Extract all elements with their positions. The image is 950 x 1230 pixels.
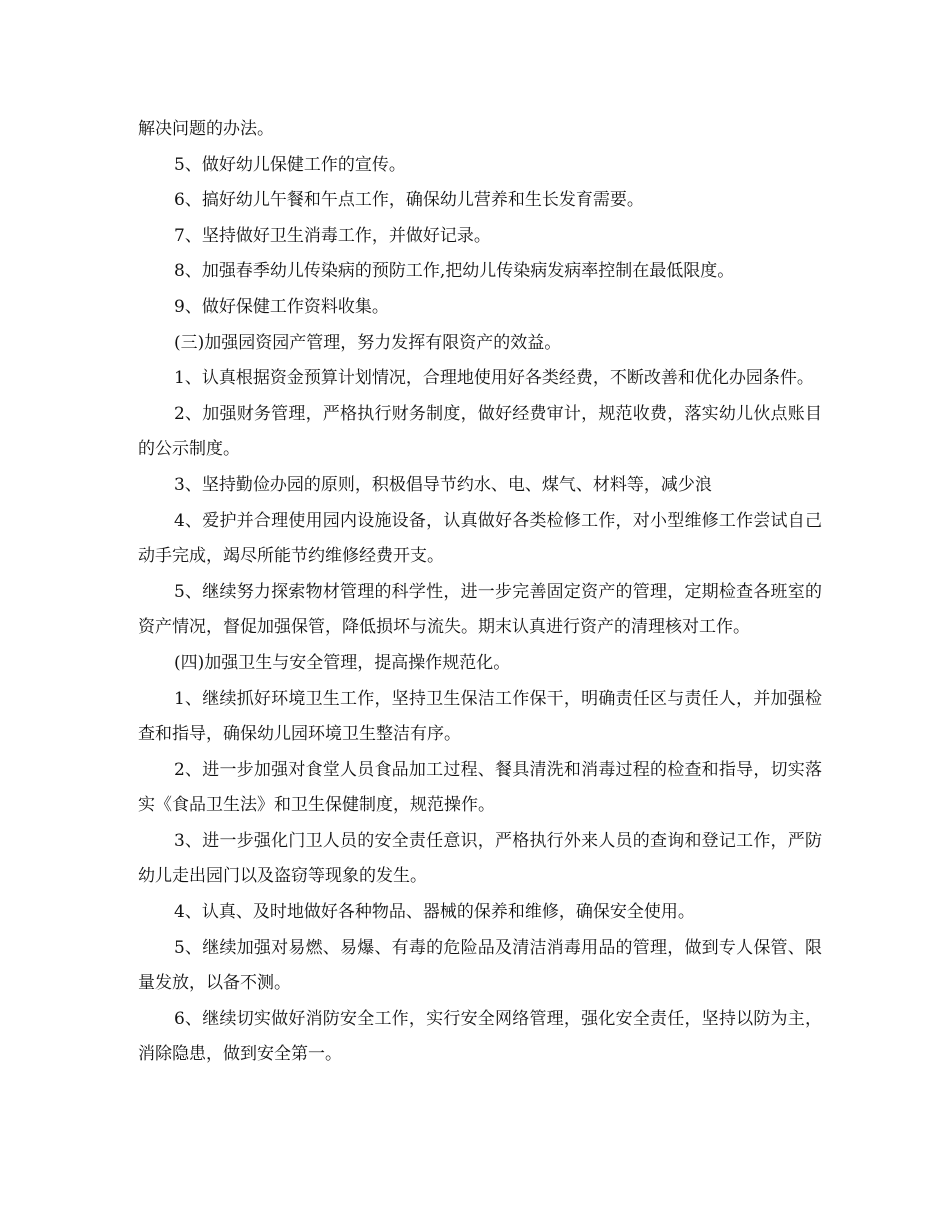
paragraph: 8、加强春季幼儿传染病的预防工作,把幼儿传染病发病率控制在最低限度。 bbox=[174, 261, 735, 282]
paragraph: 4、爱护并合理使用园内设施设备，认真做好各类检修工作，对小型维修工作尝试自己动手完成，竭尽所能节约维修经费开支。 bbox=[138, 510, 822, 567]
paragraph: 3、进一步强化门卫人员的安全责任意识，严格执行外来人员的查询和登记工作，严防幼儿走出园门以及盗窃等现象的发生。 bbox=[138, 830, 822, 887]
paragraph: 6、继续切实做好消防安全工作，实行安全网络管理，强化安全责任，坚持以防为主，消除隐患，做到安全第一。 bbox=[138, 1008, 822, 1065]
paragraph: 9、做好保健工作资料收集。 bbox=[174, 296, 389, 317]
paragraph: 1、继续抓好环境卫生工作，坚持卫生保洁工作保干，明确责任区与责任人，并加强检查和指导，确保幼儿园环境卫生整洁有序。 bbox=[138, 688, 822, 745]
document-body bbox=[138, 112, 822, 1073]
paragraph: 解决问题的办法。 bbox=[138, 119, 274, 139]
paragraph: 5、继续努力探索物材管理的科学性，进一步完善固定资产的管理，定期检查各班室的资产情况，督促加强保管，降低损坏与流失。期末认真进行资产的清理核对工作。 bbox=[138, 581, 822, 638]
paragraph: 4、认真、及时地做好各种物品、器械的保养和维修，确保安全使用。 bbox=[174, 902, 695, 923]
section-heading: (四)加强卫生与安全管理，提高操作规范化。 bbox=[174, 652, 511, 673]
paragraph: 2、进一步加强对食堂人员食品加工过程、餐具清洗和消毒过程的检查和指导，切实落实《食品卫生法》和卫生保健制度，规范操作。 bbox=[138, 759, 822, 816]
paragraph: 2、加强财务管理，严格执行财务制度，做好经费审计，规范收费，落实幼儿伙点账目的公示制度。 bbox=[138, 403, 822, 460]
paragraph: 7、坚持做好卫生消毒工作，并做好记录。 bbox=[174, 225, 491, 246]
paragraph: 5、做好幼儿保健工作的宣传。 bbox=[174, 154, 406, 175]
section-heading: (三)加强园资园产管理，努力发挥有限资产的效益。 bbox=[174, 332, 562, 353]
paragraph: 5、继续加强对易燃、易爆、有毒的危险品及清洁消毒用品的管理，做到专人保管、限量发放，以备不测。 bbox=[138, 937, 822, 994]
paragraph: 6、搞好幼儿午餐和午点工作，确保幼儿营养和生长发育需要。 bbox=[174, 190, 644, 211]
paragraph: 3、坚持勤俭办园的原则，积极倡导节约水、电、煤气、材料等，减少浪 bbox=[174, 474, 712, 495]
paragraph: 1、认真根据资金预算计划情况，合理地使用好各类经费，不断改善和优化办园条件。 bbox=[174, 368, 814, 389]
